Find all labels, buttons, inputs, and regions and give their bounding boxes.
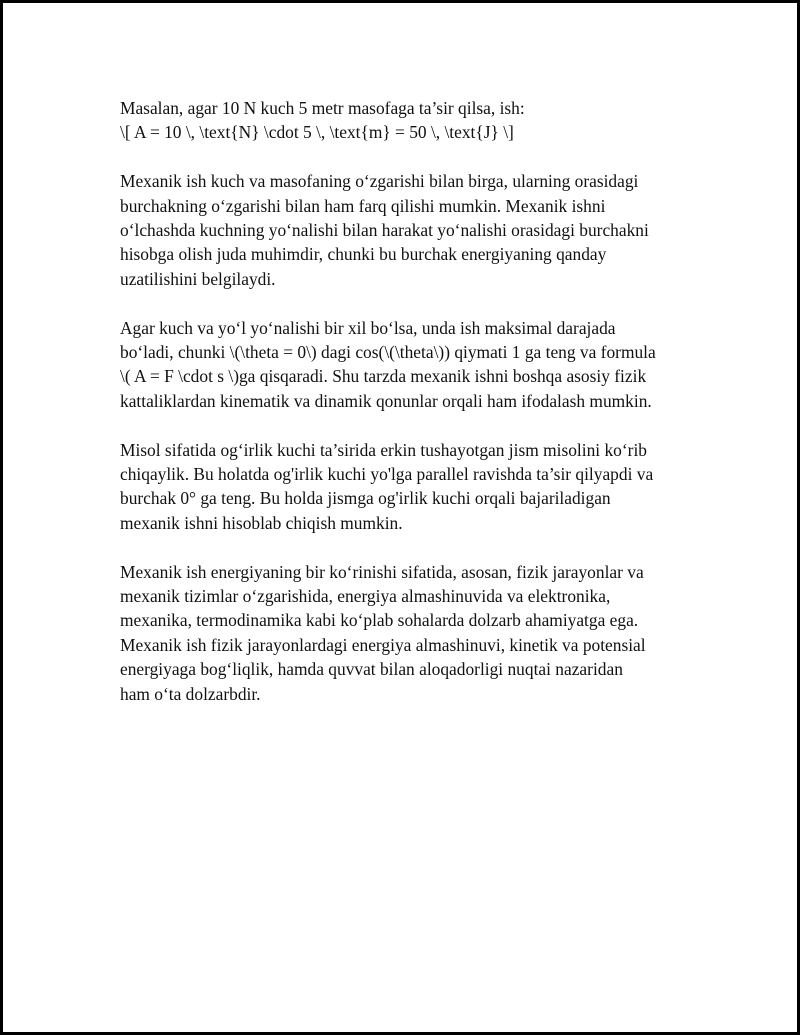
paragraph-line: Mexanik ish fizik jarayonlardagi energiya almashinuvi, kinetik va potensial	[120, 634, 646, 655]
paragraph-line: Mexanik ish kuch va masofaning o‘zgarishi bilan birga, ularning orasidagi	[120, 171, 639, 192]
paragraph-line: hisobga olish juda muhimdir, chunki bu burchak energiyaning qanday	[120, 244, 607, 265]
paragraph-line: mexanik ishni hisoblab chiqish mumkin.	[120, 512, 403, 533]
paragraph-line: ham o‘ta dolzarbdir.	[120, 683, 261, 704]
paragraph-line: uzatilishini belgilaydi.	[120, 268, 276, 289]
paragraph-line: kattaliklardan kinematik va dinamik qonunlar orqali ham ifodalash mumkin.	[120, 390, 652, 411]
paragraph-line: o‘lchashda kuchning yo‘nalishi bilan harakat yo‘nalishi orasidagi burchakni	[120, 220, 649, 241]
paragraph-line: burchak 0° ga teng. Bu holda jismga og'irlik kuchi orqali bajariladigan	[120, 488, 611, 509]
paragraph-line: burchakning o‘zgarishi bilan ham farq qilishi mumkin. Mexanik ishni	[120, 195, 606, 216]
paragraph-line: energiyaga bog‘liqlik, hamda quvvat bilan aloqadorligi nuqtai nazaridan	[120, 659, 623, 680]
paragraph-line: bo‘ladi, chunki \(\theta = 0\) dagi cos(\(\theta\)) qiymati 1 ga teng va formula	[120, 342, 656, 363]
paragraph-line: \( A = F \cdot s \)ga qisqaradi. Shu tarzda mexanik ishni boshqa asosiy fizik	[120, 366, 647, 387]
paragraph-maximum-work	[120, 316, 710, 414]
paragraph-angle-dependence	[120, 169, 710, 291]
paragraph-line: mexanik tizimlar o‘zgarishida, energiya almashinuvida va elektronika,	[120, 586, 611, 607]
paragraph-line: Masalan, agar 10 N kuch 5 metr masofaga ta’sir qilsa, ish:	[120, 98, 525, 118]
paragraph-line: mexanika, termodinamika kabi ko‘plab sohalarda dolzarb ahamiyatga ega.	[120, 610, 639, 631]
paragraph-line: Mexanik ish energiyaning bir ko‘rinishi sifatida, asosan, fizik jarayonlar va	[120, 561, 644, 582]
document-body	[120, 96, 710, 730]
paragraph-line: Agar kuch va yo‘l yo‘nalishi bir xil bo‘lsa, unda ish maksimal darajada	[120, 317, 616, 338]
paragraph-free-fall-example	[120, 438, 710, 536]
paragraph-line: Misol sifatida og‘irlik kuchi ta’sirida erkin tushayotgan jism misolini ko‘rib	[120, 439, 647, 460]
formula-line: \[ A = 10 \, \text{N} \cdot 5 \, \text{m} = 50 \, \text{J} \]	[120, 122, 514, 143]
paragraph-example	[120, 96, 710, 145]
paragraph-line: chiqaylik. Bu holatda og'irlik kuchi yo'lga parallel ravishda ta’sir qilyapdi va	[120, 464, 654, 485]
paragraph-conclusion	[120, 560, 710, 706]
